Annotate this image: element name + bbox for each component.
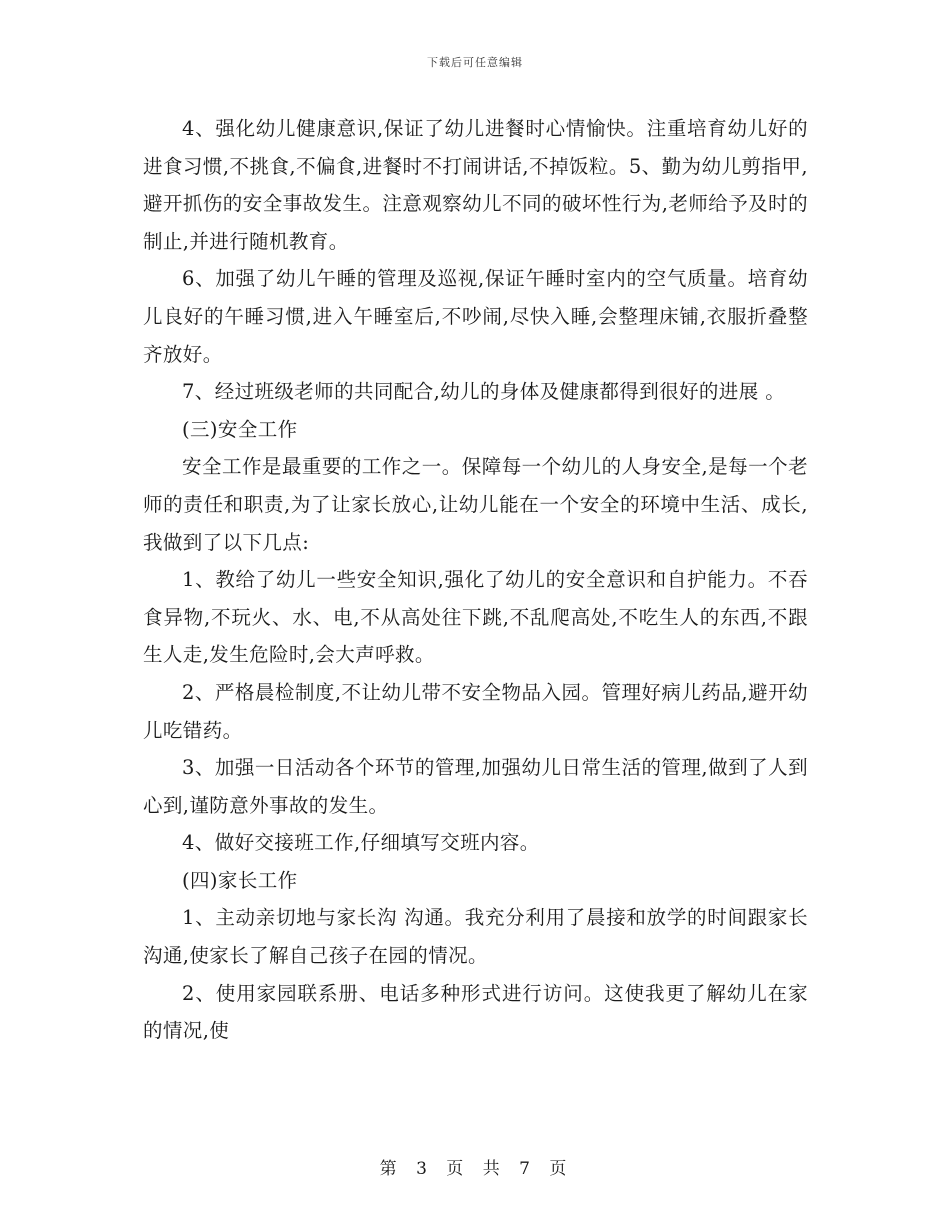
header-note: 下载后可任意编辑 <box>427 56 523 69</box>
paragraph: 2、使用家园联系册、电话多种形式进行访问。这使我更了解幼儿在家的情况,使 <box>143 981 808 1043</box>
paragraph: 1、教给了幼儿一些安全知识,强化了幼儿的安全意识和自护能力。不吞食异物,不玩火、水、电,不从高处往下跳,不乱爬高处,不吃生人的东西,不跟生人走,发生危险时,会大声呼救。 <box>143 568 808 667</box>
paragraph: 6、加强了幼儿午睡的管理及巡视,保证午睡时室内的空气质量。培育幼儿良好的午睡习惯,进入午睡室后,不吵闹,尽快入睡,会整理床铺,衣服折叠整齐放好。 <box>143 267 808 366</box>
document-body <box>143 110 808 1050</box>
paragraph: 7、经过班级老师的共同配合,幼儿的身体及健康都得到很好的进展 。 <box>182 380 786 404</box>
paragraph: 3、加强一日活动各个环节的管理,加强幼儿日常生活的管理,做到了人到心到,谨防意外事故的发生。 <box>143 756 808 817</box>
page-number: 第 3 页 共 7 页 <box>379 1159 571 1179</box>
section-heading: (三)安全工作 <box>182 417 298 441</box>
paragraph: 2、严格晨检制度,不让幼儿带不安全物品入园。管理好病儿药品,避开幼儿吃错药。 <box>143 680 808 742</box>
paragraph: 4、做好交接班工作,仔细填写交班内容。 <box>182 831 540 855</box>
paragraph: 4、强化幼儿健康意识,保证了幼儿进餐时心情愉快。注重培育幼儿好的进食习惯,不挑食,不偏食,进餐时不打闹讲话,不掉饭粒。5、勤为幼儿剪指甲,避开抓伤的安全事故发生。注意观察幼儿不同的破坏性行为,老师给予及时的制止,并进行随机教育。 <box>143 117 808 253</box>
paragraph: 安全工作是最重要的工作之一。保障每一个幼儿的人身安全,是每一个老师的责任和职责,为了让家长放心,让幼儿能在一个安全的环境中生活、成长,我做到了以下几点: <box>143 455 808 554</box>
paragraph: 1、主动亲切地与家长沟 沟通。我充分利用了晨接和放学的时间跟家长沟通,使家长了解自己孩子在园的情况。 <box>143 906 808 968</box>
section-heading: (四)家长工作 <box>182 868 298 892</box>
